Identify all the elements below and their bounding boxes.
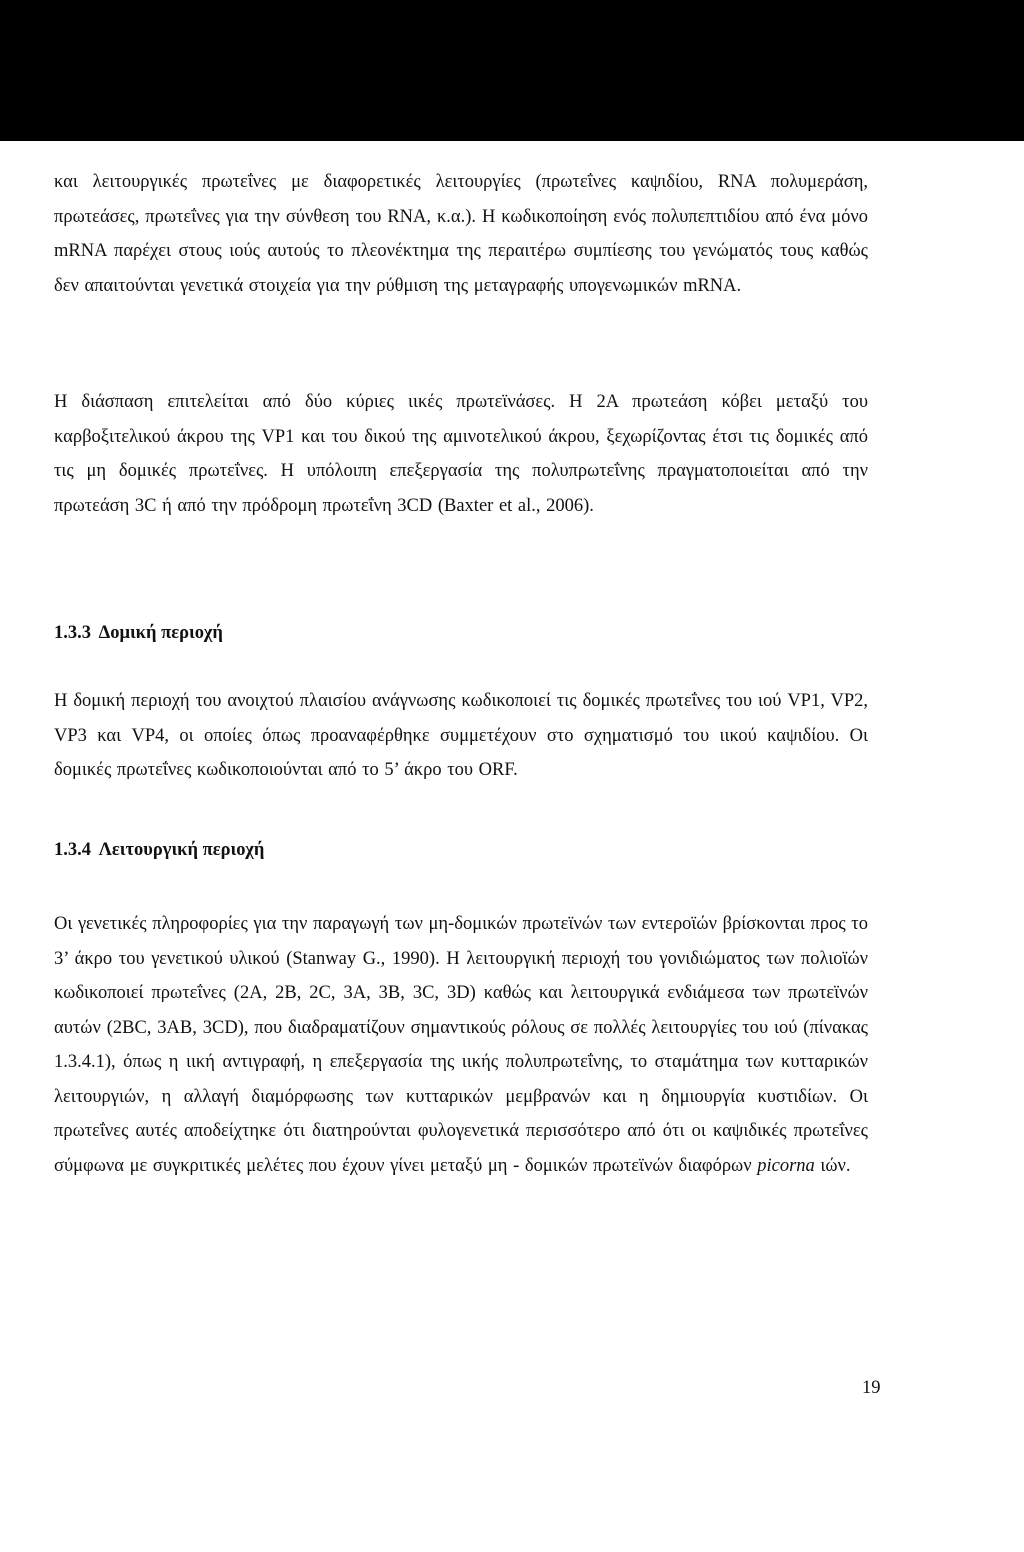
section-number: 1.3.3 bbox=[54, 623, 91, 643]
section-title: Λειτουργική περιοχή bbox=[98, 840, 265, 860]
paragraph-3: Η δομική περιοχή του ανοιχτού πλαισίου ανάγνωσης κωδικοποιεί τις δομικές πρωτεΐνες του ιού VP1, VP2, VP3 και VP4, οι οποίες όπως προαναφέρθηκε συμμετέχουν στο σχηματισμό του ιικού καψιδίου. Οι δομικές πρωτεΐνες κωδικοποιούνται από το 5’ άκρο του ORF. bbox=[54, 691, 868, 780]
paragraph-4-text: Οι γενετικές πληροφορίες για την παραγωγή των μη-δομικών πρωτεϊνών των εντεροϊών βρίσκονται προς το 3’ άκρο του γενετικού υλικού (Stanway G., 1990). Η λειτουργική περιοχή του γονιδιώματος των πολιοϊών κωδικοποιεί πρωτεΐνες (2A, 2B, 2C, 3A, 3B, 3C, 3D) καθώς και λειτουργικά ενδιάμεσα των πρωτεϊνών αυτών (2BC, 3AB, 3CD), που διαδραματίζουν σημαντικούς ρόλους σε πολλές λειτουργίες του ιού (πίνακας 1.3.4.1), όπως η ιική αντιγραφή, η επεξεργασία της ιικής πολυπρωτεΐνης, το σταμάτημα των κυτταρικών λειτουργιών, η αλλαγή διαμόρφωσης των κυτταρικών μεμβρανών και η δημιουργία κυστιδίων. Οι πρωτεΐνες αυτές αποδείχτηκε ότι διατηρούνται φυλογενετικά περισσότερο από ότι οι καψιδικές πρωτεΐνες σύμφωνα με συγκριτικές μελέτες που έχουν γίνει μεταξύ μη - δομικών πρωτεϊνών διαφόρων bbox=[54, 914, 868, 1176]
document-page bbox=[0, 141, 1024, 1552]
section-heading-functional-region bbox=[54, 833, 264, 868]
page-number: 19 bbox=[862, 1378, 881, 1398]
paragraph-4-italic-term: picorna bbox=[757, 1155, 815, 1176]
section-title: Δομική περιοχή bbox=[98, 623, 223, 643]
paragraph-4 bbox=[54, 907, 868, 1183]
section-heading-structural-region bbox=[54, 616, 223, 651]
paragraph-4-tail: ιών. bbox=[814, 1155, 851, 1176]
section-number: 1.3.4 bbox=[54, 840, 91, 860]
paragraph-1: και λειτουργικές πρωτεΐνες με διαφορετικές λειτουργίες (πρωτεΐνες καψιδίου, RNA πολυμεράση, πρωτεάσες, πρωτεΐνες για την σύνθεση του RNA, κ.α.). Η κωδικοποίηση ενός πολυπεπτιδίου από ένα μόνο mRNA παρέχει στους ιούς αυτούς το πλεονέκτημα της περαιτέρω συμπίεσης του γενώματός τους καθώς δεν απαιτούνται γενετικά στοιχεία για την ρύθμιση της μεταγραφής υπογενωμικών mRNA. bbox=[54, 172, 868, 296]
paragraph-2: Η διάσπαση επιτελείται από δύο κύριες ιικές πρωτεϊνάσες. Η 2A πρωτεάση κόβει μεταξύ του καρβοξιτελικού άκρου της VP1 και του δικού της αμινοτελικού άκρου, ξεχωρίζοντας έτσι τις δομικές από τις μη δομικές πρωτεΐνες. Η υπόλοιπη επεξεργασία της πολυπρωτεΐνης πραγματοποιείται από την πρωτεάση 3C ή από την πρόδρομη πρωτεΐνη 3CD (Baxter et al., 2006). bbox=[54, 392, 868, 516]
